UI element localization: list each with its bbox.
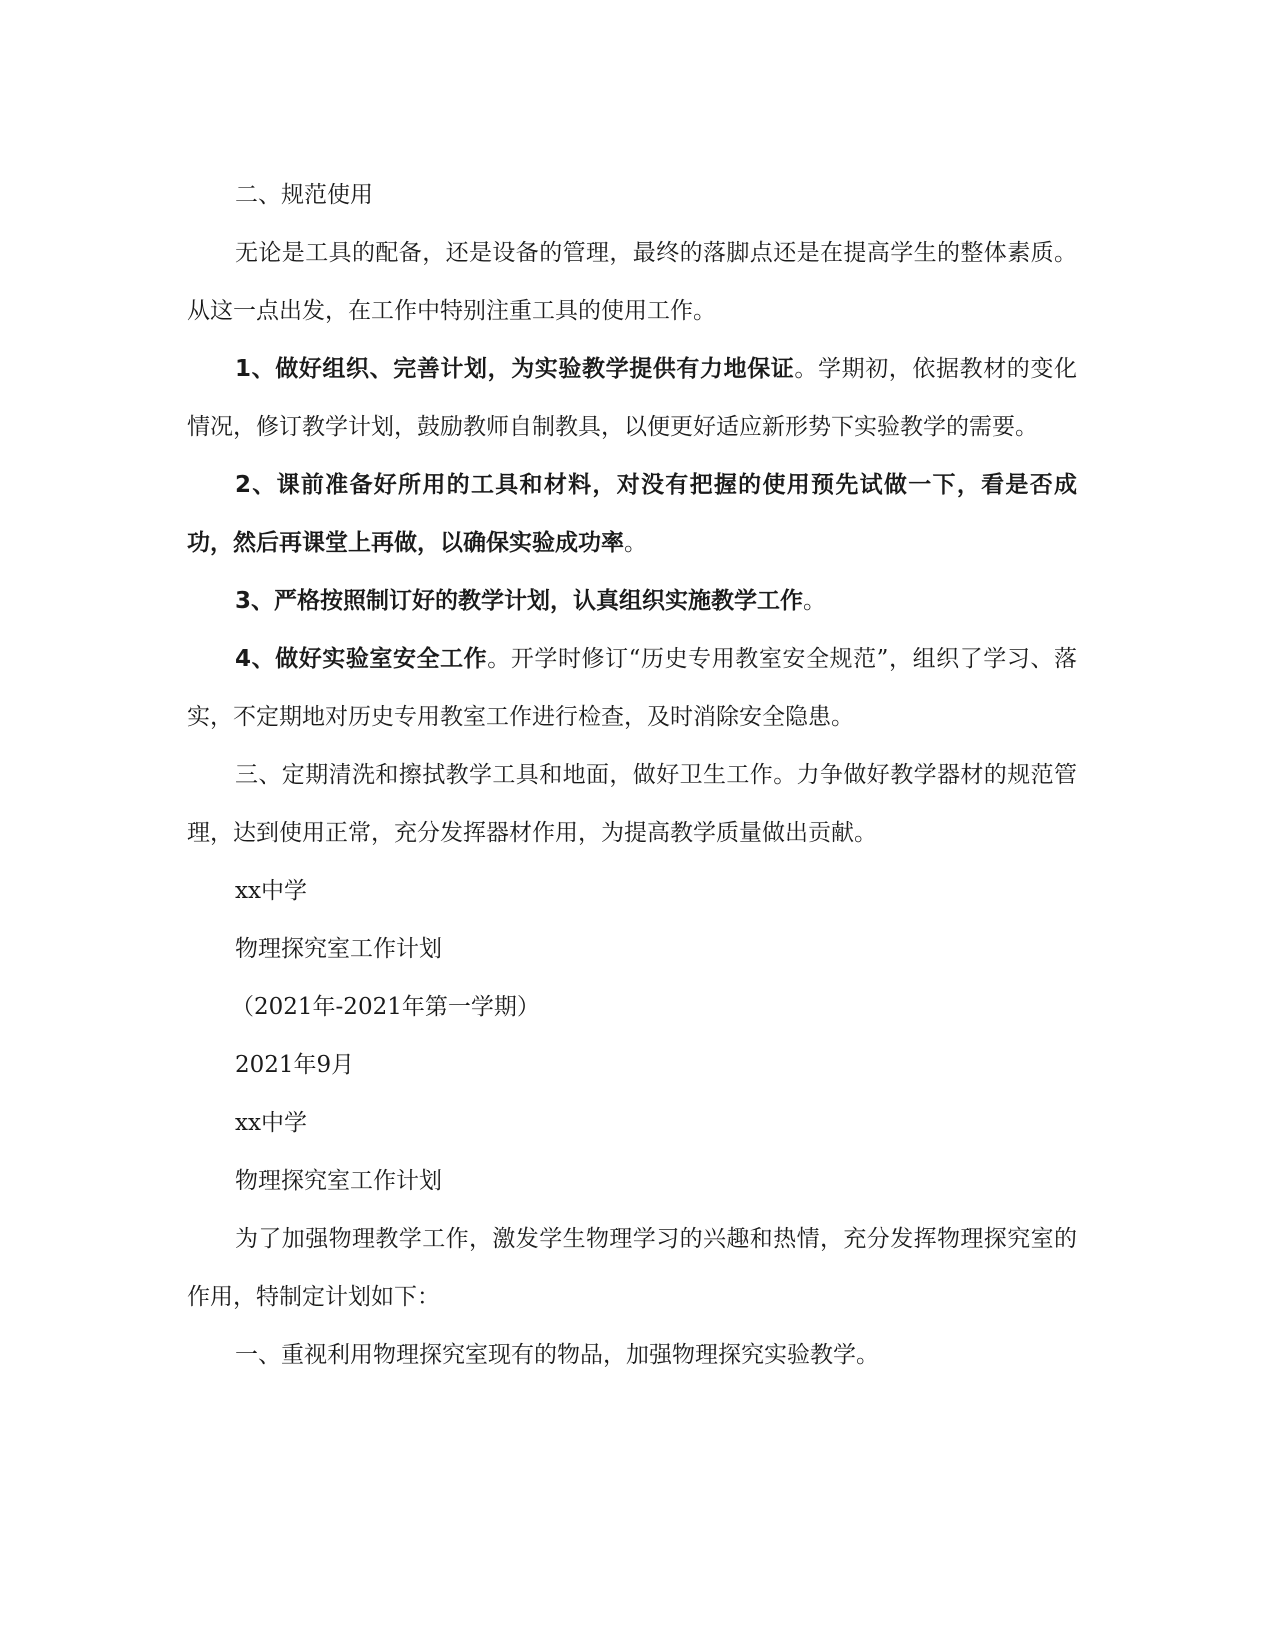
list-item-lead: 2、课前准备好所用的工具和材料，对没有把握的使用预先试做一下，看是否成功，然后再课堂上再做，以确保实验成功率 (187, 472, 1077, 556)
list-item-lead: 3、严格按照制订好的教学计划，认真组织实施教学工作 (235, 588, 804, 614)
list-item-text: 。开学时修订“历史专用教室安全规范”，组织了学习、落实，不定期地对历史专用教室工作进行检查，及时消除安全隐患。 (187, 646, 1077, 730)
section-heading: 一、重视利用物理探究室现有的物品，加强物理探究实验教学。 (235, 1342, 879, 1368)
plan-title: 物理探究室工作计划 (235, 936, 442, 962)
school-name: xx中学 (235, 878, 307, 904)
list-item-lead: 4、做好实验室安全工作 (235, 646, 488, 672)
list-item-text: 。 (803, 588, 827, 614)
list-item (187, 456, 1077, 572)
list-item-text: 。 (624, 530, 647, 556)
list-item (187, 340, 1077, 456)
paragraph: 为了加强物理教学工作，激发学生物理学习的兴趣和热情，充分发挥物理探究室的作用，特制定计划如下： (187, 1226, 1077, 1310)
document-body (187, 166, 1077, 1384)
term-line: （2021年-2021年第一学期） (231, 994, 540, 1020)
paragraph: 三、定期清洗和擦拭教学工具和地面，做好卫生工作。力争做好教学器材的规范管理，达到使用正常，充分发挥器材作用，为提高教学质量做出贡献。 (187, 762, 1077, 846)
list-item (187, 572, 1077, 630)
paragraph: 无论是工具的配备，还是设备的管理，最终的落脚点还是在提高学生的整体素质。从这一点出发，在工作中特别注重工具的使用工作。 (187, 240, 1077, 324)
list-item-lead: 1、做好组织、完善计划，为实验教学提供有力地保证 (235, 356, 795, 382)
plan-title: 物理探究室工作计划 (235, 1168, 442, 1194)
date-line: 2021年9月 (235, 1052, 355, 1078)
list-item (187, 630, 1077, 746)
school-name: xx中学 (235, 1110, 307, 1136)
section-heading: 二、规范使用 (235, 182, 373, 208)
list-item-text: 。学期初，依据教材的变化情况，修订教学计划，鼓励教师自制教具，以便更好适应新形势下实验教学的需要。 (187, 356, 1078, 440)
